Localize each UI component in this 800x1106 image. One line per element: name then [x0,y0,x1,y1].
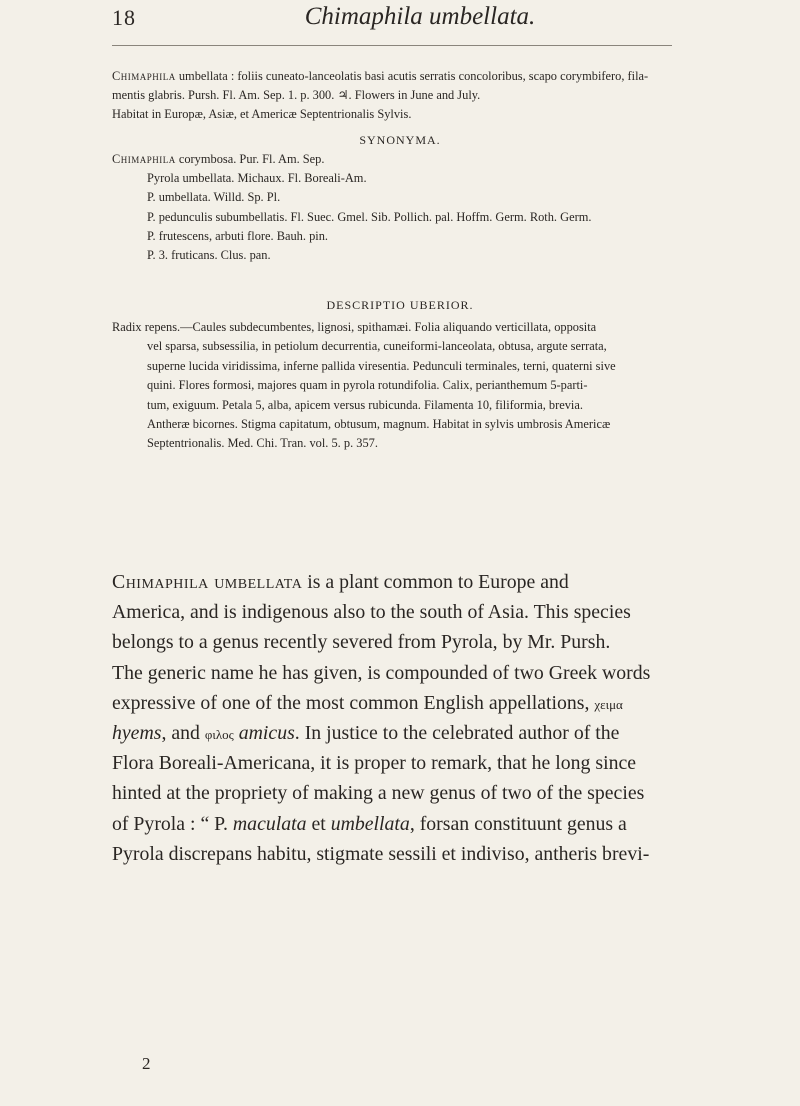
synonyma-heading: SYNONYMA. [359,133,441,147]
header-rule [112,45,672,46]
genus-name: Chimaphila [112,69,176,83]
description-line: Antheræ bicornes. Stigma capitatum, obtusum, magnum. Habitat in sylvis umbrosis Americæ [147,417,611,432]
greek-word: φιλος [204,726,234,742]
description-line: tum, exiguum. Petala 5, alba, apicem versus rubicunda. Filamenta 10, filiformia, brevia. [147,397,583,412]
description-line: vel sparsa, subsessilia, in petiolum decurrentia, cuneiformi-lanceolata, obtusa, argute serrata, [147,339,607,354]
main-line: expressive of one of the most common English appellations, χειμα [112,691,623,714]
main-line: Flora Boreali-Americana, it is proper to remark, that he long since [112,752,637,775]
synonym-item: Pyrola umbellata. Michaux. Fl. Boreali-Am. [147,171,367,186]
main-line: of Pyrola : “ P. maculata et umbellata, forsan constituunt genus a [112,812,627,835]
description-body [112,318,690,454]
main-line: hinted at the propriety of making a new genus of two of the species [112,782,645,805]
running-title: Chimaphila umbellata. [304,3,536,30]
description-line: Septentrionalis. Med. Chi. Tran. vol. 5. p. 357. [147,436,378,451]
main-line: belongs to a genus recently severed from Pyrola, by Mr. Pursh. [112,631,611,654]
synonym-item: P. frutescens, arbuti flore. Bauh. pin. [147,228,329,243]
botanical-line-3: Habitat in Europæ, Asiæ, et Americæ Septentrionalis Sylvis. [112,107,412,121]
synonym-item: P. umbellata. Willd. Sp. Pl. [147,190,281,205]
greek-word: χειμα [594,696,623,712]
main-line: hyems, and φιλος amicus. In justice to the celebrated author of the [112,721,620,744]
synonym-item: Chimaphila corymbosa. Pur. Fl. Am. Sep. [112,152,325,166]
main-text [112,567,692,869]
page-number: 18 [112,5,136,30]
main-line: Pyrola discrepans habitu, stigmate sessili et indiviso, antheris brevi- [112,842,650,865]
botanical-line-2: mentis glabris. Pursh. Fl. Am. Sep. 1. p. 300. ♃. Flowers in June and July. [112,88,481,102]
synonym-item: P. pedunculis subumbellatis. Fl. Suec. Gmel. Sib. Pollich. pal. Hoffm. Germ. Roth. Germ. [147,209,592,224]
botanical-description [112,67,692,124]
signature-mark: 2 [142,1054,151,1073]
description-heading: DESCRIPTIO UBERIOR. [326,298,474,312]
main-line: Chimaphila umbellata is a plant common to Europe and [112,571,569,593]
main-line: America, and is indigenous also to the south of Asia. This species [112,601,631,624]
description-line: Radix repens.—Caules subdecumbentes, lignosi, spithamæi. Folia aliquando verticillata, opposita [112,320,597,334]
main-line: The generic name he has given, is compounded of two Greek words [112,661,651,684]
synonym-item: P. 3. fruticans. Clus. pan. [147,248,271,263]
botanical-line-1: Chimaphila umbellata : foliis cuneato-lanceolatis basi acutis serratis concoloribus, scapo corymbifero, fila- [112,69,649,83]
synonyma-list [112,150,591,265]
page-header [0,0,800,50]
description-line: superne lucida viridissima, inferne pallida viresentia. Pedunculi terminales, terni, quaterni sive [147,358,616,373]
description-line: quini. Flores formosi, majores quam in pyrola rotundifolia. Calix, perianthemum 5-parti- [147,378,588,393]
